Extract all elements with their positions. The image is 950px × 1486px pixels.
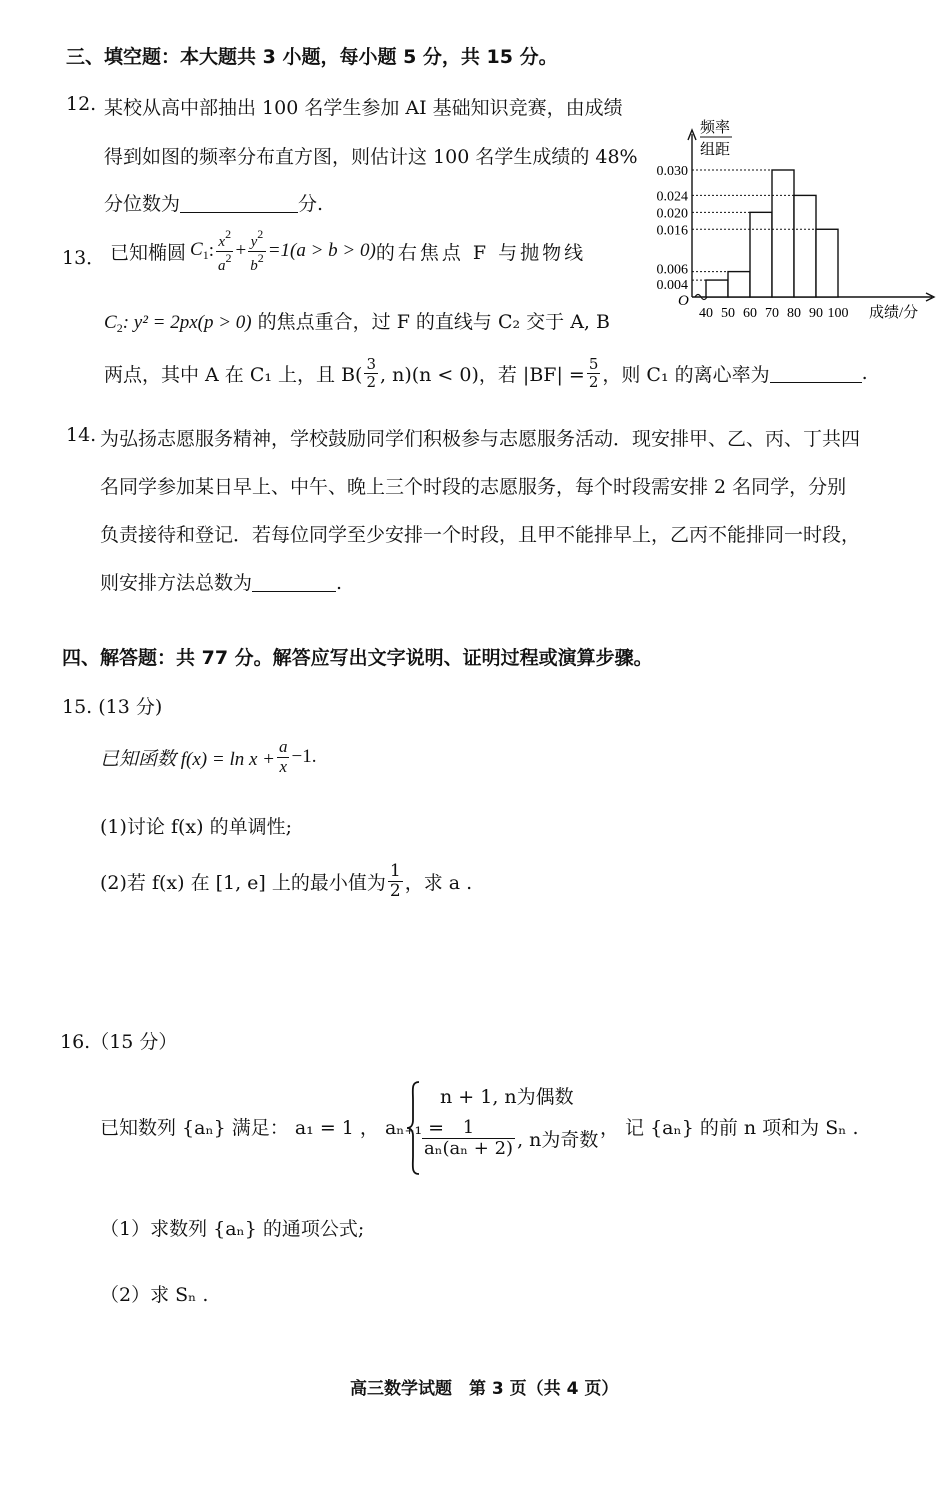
q13-parabola: : y² = 2px(p > 0) <box>122 312 252 333</box>
q16-case1: n + 1, n为偶数 <box>440 1086 574 1108</box>
q15-given <box>100 738 316 776</box>
frequency-histogram <box>640 112 940 327</box>
y-label-top: 频率 <box>699 120 731 136</box>
bar-50-60 <box>728 272 750 297</box>
q12-number: 12. <box>66 93 97 115</box>
x-label: 成绩/分 <box>869 305 919 321</box>
x-tick-60: 60 <box>743 306 757 321</box>
x-tick-90: 90 <box>809 306 823 321</box>
q12-answer-blank[interactable] <box>180 194 298 213</box>
section-3-heading: 三、填空题：本大题共 3 小题，每小题 5 分，共 15 分。 <box>66 46 558 68</box>
q13-ellipse-rest: =1(a > b > 0) <box>267 240 376 261</box>
q12-line3-post: 分. <box>298 193 324 215</box>
q15-frac-a-x: $\frac{a}{x}$ <box>278 737 288 776</box>
bar-90-100 <box>816 229 838 297</box>
x-tick-40: 40 <box>699 306 713 321</box>
bar-80-90 <box>794 195 816 297</box>
q15-part2-post: ，求 a . <box>404 871 473 894</box>
q13-answer-blank[interactable] <box>770 364 862 383</box>
q13-plus: + <box>235 240 247 261</box>
q15-header: 15. (13 分) <box>62 696 163 718</box>
piecewise-brace <box>405 1080 421 1176</box>
y-tick-4: 0.024 <box>656 189 688 205</box>
origin-label: O <box>678 293 689 309</box>
q13-line3-post: ，则 C₁ 的离心率为 <box>602 363 770 386</box>
q12-line1: 某校从高中部抽出 100 名学生参加 AI 基础知识竞赛，由成绩 <box>104 97 623 119</box>
q13-line1 <box>110 228 586 274</box>
q16-given-post: ， 记 {aₙ} 的前 n 项和为 Sₙ . <box>600 1117 859 1139</box>
bar-70-80 <box>772 170 794 297</box>
bar-40-50 <box>706 280 728 297</box>
y-tick-0: 0.004 <box>656 278 688 294</box>
q16-case2-frac: $\frac{1}{\text{aₙ(aₙ + 2)}}$ <box>424 1117 514 1159</box>
q13-line3 <box>104 356 868 390</box>
q14-line2: 名同学参加某日早上、中午、晚上三个时段的志愿服务，每个时段需安排 2 名同学，分别 <box>100 476 847 498</box>
section-4-heading: 四、解答题：共 77 分。解答应写出文字说明、证明过程或演算步骤。 <box>62 647 653 669</box>
q15-given-pre: 已知函数 f(x) = ln x + <box>100 748 275 770</box>
q13-colon: : <box>208 240 214 261</box>
q15-part2-pre: (2)若 f(x) 在 [1, e] 上的最小值为 <box>100 871 386 894</box>
y-tick-5: 0.016 <box>656 223 688 239</box>
q14-line4 <box>100 568 342 595</box>
q16-part2: （2）求 Sₙ . <box>100 1284 209 1306</box>
x-tick-50: 50 <box>721 306 735 321</box>
q13-frac-5-2: $\frac{5}{2}$ <box>588 355 599 391</box>
q16-given-pre: 已知数列 {aₙ} 满足： a₁ = 1 ， aₙ₊₁ = <box>100 1117 445 1139</box>
q12-line3 <box>104 189 323 216</box>
q16-header: 16.（15 分） <box>60 1031 178 1053</box>
q13-line3-end: . <box>861 362 868 384</box>
q13-line2-post: 的焦点重合，过 F 的直线与 C₂ 交于 A, B <box>251 311 610 333</box>
q13-line3-pre: 两点，其中 A 在 C₁ 上，且 B( <box>104 363 363 386</box>
q13-line2: $C_2$: y² = 2px(p > 0) 的焦点重合，过 F 的直线与 C₂ 交于 A, B <box>104 311 610 335</box>
q15-part2 <box>100 862 472 900</box>
q13-line3-mid: , n)(n < 0)，若 |BF| = <box>380 363 585 386</box>
q14-answer-blank[interactable] <box>252 573 336 592</box>
q13-c1: $C_1$ <box>190 239 209 262</box>
q16-case2-cond: , n为奇数 <box>517 1128 599 1151</box>
q14-line1: 为弘扬志愿服务精神，学校鼓励同学们积极参与志愿服务活动．现安排甲、乙、丙、丁共四 <box>100 428 861 450</box>
q14-line4-post: . <box>336 572 343 594</box>
x-tick-70: 70 <box>765 306 779 321</box>
q16-part1: （1）求数列 {aₙ} 的通项公式; <box>100 1218 365 1240</box>
q13-post: 的右焦点 F 与抛物线 <box>375 241 587 264</box>
q14-line3: 负责接待和登记．若每位同学至少安排一个时段，且甲不能排早上，乙丙不能排同一时段， <box>100 524 861 546</box>
x-tick-80: 80 <box>787 306 801 321</box>
q13-number: 13． <box>62 247 106 269</box>
bar-60-70 <box>750 212 772 297</box>
q13-frac-3-2: $\frac{3}{2}$ <box>366 355 376 391</box>
x-tick-100: 100 <box>827 306 849 321</box>
y-tick-1: 0.006 <box>656 262 688 278</box>
q14-number: 14. <box>66 424 97 446</box>
q13-frac-y: $\frac{y^2}{b^2}$ <box>250 227 264 274</box>
q14-line4-pre: 则安排方法总数为 <box>100 572 253 594</box>
q15-given-post: −1. <box>291 746 317 768</box>
q15-frac-1-2: $\frac{1}{2}$ <box>389 861 401 901</box>
q12-line3-pre: 分位数为 <box>104 193 181 215</box>
y-label-bottom: 组距 <box>699 142 731 158</box>
y-tick-3: 0.030 <box>656 164 688 179</box>
q15-part1: (1)讨论 f(x) 的单调性; <box>100 816 292 838</box>
q13-pre: 已知椭圆 <box>110 241 187 264</box>
q16-case2 <box>420 1118 598 1159</box>
q13-frac-x: $\frac{x^2}{a^2}$ <box>217 227 232 274</box>
q12-line2: 得到如图的频率分布直方图，则估计这 100 名学生成绩的 48% <box>104 146 638 168</box>
y-tick-2: 0.020 <box>656 206 688 222</box>
page-footer: 高三数学试题 第 3 页（共 4 页） <box>350 1379 619 1399</box>
